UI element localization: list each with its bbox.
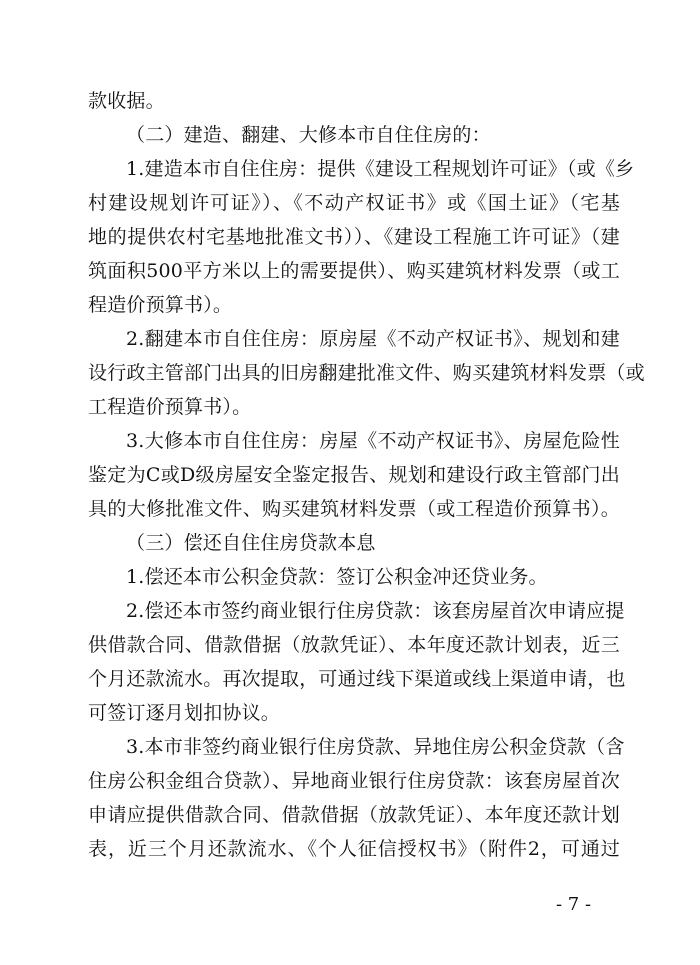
text-line-5: 地的提供农村宅基地批准文书））、《建设工程施工许可证》（建 bbox=[88, 226, 620, 248]
text-line-10: 工程造价预算书）。 bbox=[88, 396, 252, 418]
section-heading-2: （二）建造、翻建、大修本市自住住房的： bbox=[126, 124, 491, 146]
text-line-21: 住房公积金组合贷款）、异地商业银行住房贷款：该套房屋首次 bbox=[88, 770, 620, 792]
text-line-19: 可签订逐月划扣协议。 bbox=[88, 702, 281, 724]
text-line-23: 表，近三个月还款流水、《个人征信授权书》（附件2，可通过 bbox=[88, 838, 620, 860]
text-line-18: 个月还款流水。再次提取，可通过线下渠道或线上渠道申请，也 bbox=[88, 668, 626, 690]
text-line-9: 设行政主管部门出具的旧房翻建批准文件、购买建筑材料发票（或 bbox=[88, 362, 645, 384]
text-line-4: 村建设规划许可证》）、《不动产权证书》或《国土证》（宅基 bbox=[88, 192, 620, 214]
text-line-15: 1.偿还本市公积金贷款：签订公积金冲还贷业务。 bbox=[126, 566, 548, 588]
text-line-8: 2.翻建本市自住住房：原房屋《不动产权证书》、规划和建 bbox=[126, 328, 620, 350]
text-line-11: 3.大修本市自住住房：房屋《不动产权证书》、房屋危险性 bbox=[126, 430, 620, 452]
text-line-20: 3.本市非签约商业银行住房贷款、异地住房公积金贷款（含 bbox=[126, 736, 625, 758]
text-line-6: 筑面积500平方米以上的需要提供）、购买建筑材料发票（或工 bbox=[88, 260, 620, 282]
page-number: - 7 - bbox=[556, 894, 592, 915]
text-line-12: 鉴定为C或D级房屋安全鉴定报告、规划和建设行政主管部门出 bbox=[88, 464, 620, 486]
text-line-16: 2.偿还本市签约商业银行住房贷款：该套房屋首次申请应提 bbox=[126, 600, 625, 622]
text-line-7: 程造价预算书）。 bbox=[88, 294, 233, 316]
text-line-22: 申请应提供借款合同、借款借据（放款凭证）、本年度还款计划 bbox=[88, 804, 620, 826]
section-heading-3: （三）偿还自住住房贷款本息 bbox=[126, 532, 376, 554]
text-line-13: 具的大修批准文件、购买建筑材料发票（或工程造价预算书）。 bbox=[88, 498, 620, 520]
text-line-3: 1.建造本市自住住房：提供《建设工程规划许可证》（或《乡 bbox=[126, 158, 635, 180]
text-line-1: 款收据。 bbox=[88, 90, 165, 112]
text-line-17: 供借款合同、借款借据（放款凭证）、本年度还款计划表，近三 bbox=[88, 634, 620, 656]
